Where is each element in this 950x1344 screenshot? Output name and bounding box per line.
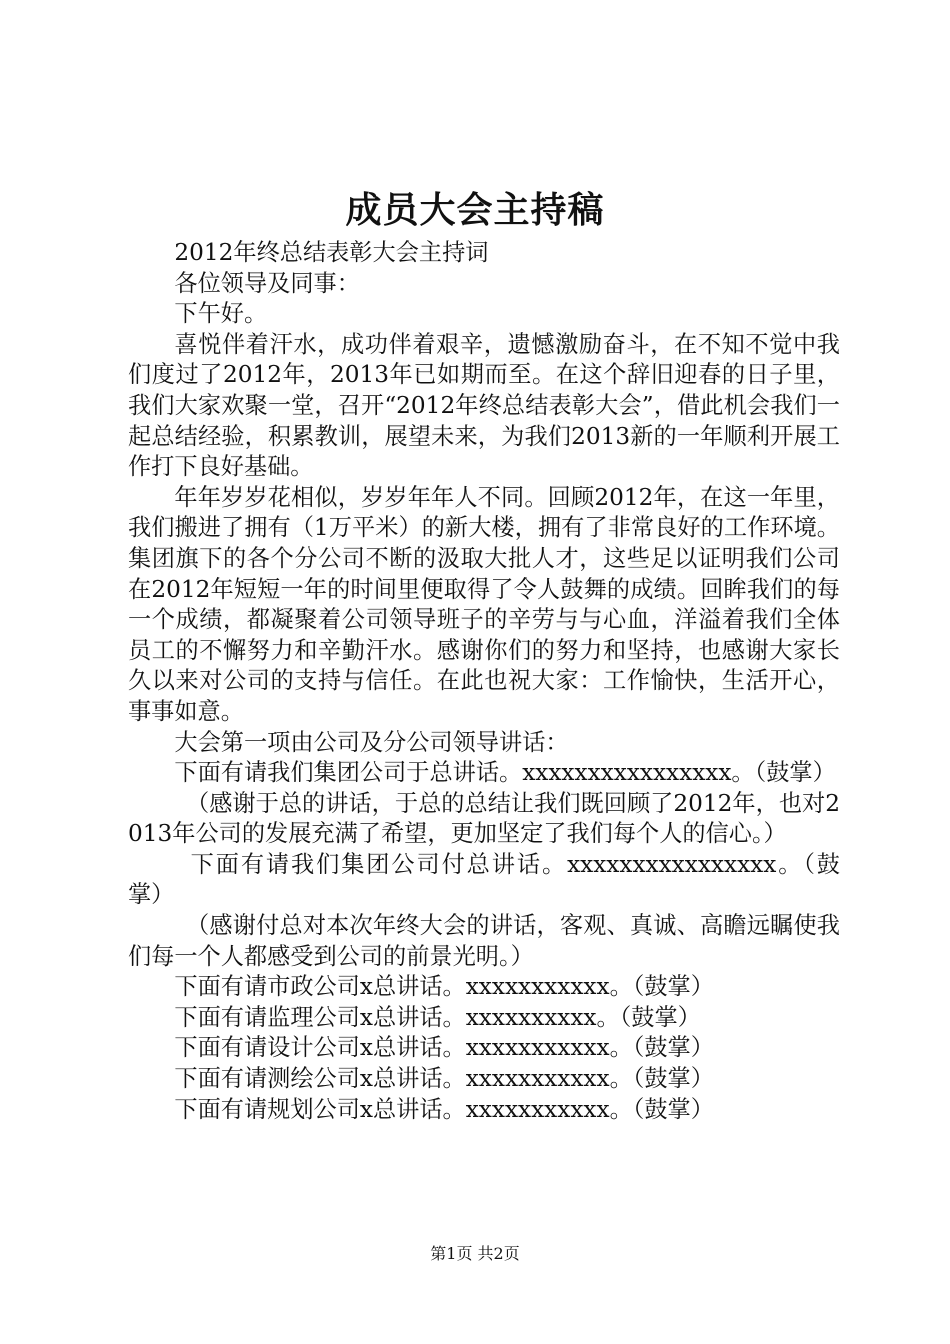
paragraph: 下面有请测绘公司x总讲话。xxxxxxxxxxx。（鼓掌） [174, 1065, 714, 1093]
paragraph: 大会第一项由公司及分公司领导讲话： [174, 728, 569, 756]
document-title: 成员大会主持稿 [345, 189, 605, 231]
paragraph: 下面有请我们集团公司付总讲话。xxxxxxxxxxxxxxxx。（鼓掌） [128, 850, 840, 909]
paragraph: （感谢于总的讲话，于总的总结让我们既回顾了2012年，也对2013年公司的发展充满了希望，更加坚定了我们每个人的信心。） [128, 789, 840, 848]
document-body [128, 238, 840, 1125]
paragraph: 年年岁岁花相似，岁岁年年人不同。回顾2012年，在这一年里，我们搬进了拥有（1万平米）的新大楼，拥有了非常良好的工作环境。集团旗下的各个分公司不断的汲取大批人才，这些足以证明我们公司在2012年短短一年的时间里便取得了令人鼓舞的成绩。回眸我们的每一个成绩，都凝聚着公司领导班子的辛劳与与心血，洋溢着我们全体员工的不懈努力和辛勤汗水。感谢你们的努力和坚持，也感谢大家长久以来对公司的支持与信任。在此也祝大家：工作愉快，生活开心，事事如意。 [128, 483, 840, 725]
paragraph: 下面有请规划公司x总讲话。xxxxxxxxxxx。（鼓掌） [174, 1095, 714, 1123]
paragraph: 下面有请市政公司x总讲话。xxxxxxxxxxx。（鼓掌） [174, 973, 714, 1001]
paragraph: 各位领导及同事： [174, 269, 360, 297]
paragraph: 下面有请我们集团公司于总讲话。xxxxxxxxxxxxxxxx。（鼓掌） [174, 759, 836, 787]
paragraph: （感谢付总对本次年终大会的讲话，客观、真诚、高瞻远瞩使我们每一个人都感受到公司的前景光明。） [128, 912, 840, 970]
paragraph: 下午好。 [174, 300, 268, 328]
paragraph: 下面有请设计公司x总讲话。xxxxxxxxxxx。（鼓掌） [174, 1034, 714, 1062]
paragraph: 喜悦伴着汗水，成功伴着艰辛，遗憾激励奋斗，在不知不觉中我们度过了2012年，2013年已如期而至。在这个辞旧迎春的日子里，我们大家欢聚一堂，召开“2012年终总结表彰大会”，借此机会我们一起总结经验，积累教训，展望未来，为我们2013新的一年顺利开展工作打下良好基础。 [128, 330, 840, 481]
paragraph: 2012年终总结表彰大会主持词 [174, 239, 489, 266]
page-footer: 第1页 共2页 [430, 1244, 520, 1263]
paragraph: 下面有请监理公司x总讲话。xxxxxxxxxx。（鼓掌） [174, 1003, 701, 1031]
